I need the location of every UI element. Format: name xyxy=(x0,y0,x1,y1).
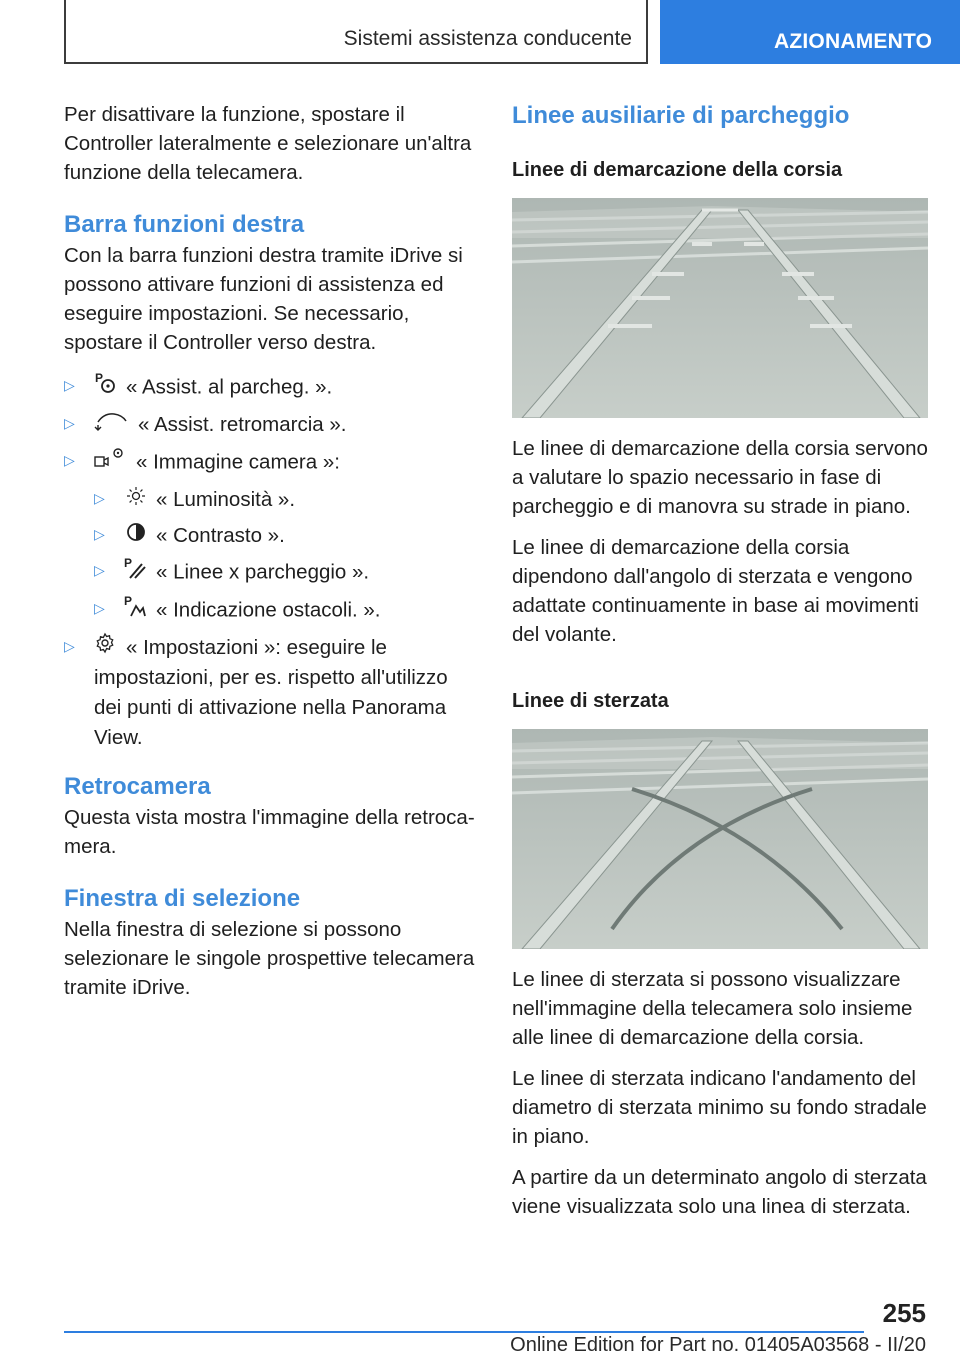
obstacle-marking-icon xyxy=(124,594,146,626)
section-heading-parking-lines: Linee ausiliarie di parcheggio xyxy=(512,102,850,129)
list-item xyxy=(64,594,478,626)
footer-divider xyxy=(64,1331,864,1333)
header-section-box xyxy=(64,0,648,64)
steering-lines-paragraph-1: Le linee di sterzata si possono visualizzare nell'immagine della telecamera solo insieme alle linee di demarcazione della corsia. xyxy=(512,968,913,1049)
bullet-triangle-icon: ▷ xyxy=(94,599,105,616)
section-heading-selection-window: Finestra di selezione xyxy=(64,884,301,912)
svg-text:P: P xyxy=(124,555,133,570)
list-item xyxy=(64,520,478,550)
section-text-right-bar: Con la barra funzioni destra tramite iDrive si possono attivare funzioni di assistenza ed eseguire impostazioni. Se necessario, spostare il Controller verso destra. xyxy=(64,244,463,354)
svg-text:P: P xyxy=(95,371,104,385)
lane-lines-camera-image xyxy=(512,198,928,418)
section-text-selection-window: Nella finestra di selezione si possono selezionare le singole prospettive telecamera tramite iDrive. xyxy=(64,917,475,999)
function-list xyxy=(64,371,478,753)
subheading-lane-lines: Linee di demarcazione della corsia xyxy=(512,159,843,181)
list-item-label: « Immagine camera »: xyxy=(136,450,340,474)
lane-lines-paragraph-2: Le linee di demarcazione della corsia dipendono dall'angolo di sterzata e vengono adattate continuamente in base ai movimenti del volante. xyxy=(512,536,919,646)
parking-assist-icon xyxy=(94,371,116,403)
steering-lines-paragraph-3: A partire da un determinato angolo di sterzata viene visualizzata solo una linea di sterzata. xyxy=(512,1166,927,1218)
section-heading-rear-camera: Retrocamera xyxy=(64,772,211,800)
list-item xyxy=(64,484,478,514)
bullet-triangle-icon: ▷ xyxy=(94,525,105,542)
list-item-label: « Assist. al parcheg. ». xyxy=(126,375,333,399)
footer-edition-text: Online Edition for Part no. 01405A03568 - II/20 xyxy=(510,1334,926,1356)
svg-text:P: P xyxy=(124,593,133,608)
bullet-triangle-icon: ▷ xyxy=(64,451,75,468)
settings-gear-icon xyxy=(94,632,116,662)
list-item-label: « Impostazioni »: eseguire le impostazioni, per es. rispetto all'utilizzo dei punti di attivazione nella Panorama View. xyxy=(94,635,448,750)
bullet-triangle-icon: ▷ xyxy=(64,637,75,654)
section-text-rear-camera: Questa vista mostra l'immagine della retrocamera. xyxy=(64,805,475,858)
list-item-label: « Luminosità ». xyxy=(156,487,296,511)
list-item-label: « Contrasto ». xyxy=(156,523,285,547)
section-heading-right-bar: Barra funzioni destra xyxy=(64,211,305,238)
header-section-title: Sistemi assistenza conducente xyxy=(343,27,632,50)
lane-lines-paragraph-1: Le linee di demarcazione della corsia servono a valutare lo spazio necessario in fase di parcheggio e di manovra su strade in piano. xyxy=(512,437,928,518)
brightness-icon xyxy=(126,485,146,514)
list-item-label: « Linee x parcheggio ». xyxy=(156,560,370,584)
right-column xyxy=(512,100,928,1233)
bullet-triangle-icon: ▷ xyxy=(64,377,75,393)
list-item xyxy=(64,371,478,403)
header-chapter-tab: AZIONAMENTO xyxy=(660,0,960,64)
steering-lines-paragraph-2: Le linee di sterzata indicano l'andamento del diametro di sterzata minimo su fondo stradale in piano. xyxy=(512,1067,927,1148)
subheading-steering-lines: Linee di sterzata xyxy=(512,690,669,712)
list-item xyxy=(64,632,478,753)
steering-lines-camera-image xyxy=(512,729,928,949)
list-item-label: « Indicazione ostacoli. ». xyxy=(156,598,381,622)
list-item xyxy=(64,556,478,588)
bullet-triangle-icon: ▷ xyxy=(64,415,75,431)
parking-lines-icon xyxy=(124,556,146,588)
list-item xyxy=(64,409,478,440)
contrast-icon xyxy=(126,521,146,550)
bullet-triangle-icon: ▷ xyxy=(94,489,105,506)
list-item xyxy=(64,446,478,478)
camera-settings-icon xyxy=(94,446,126,478)
intro-paragraph: Per disattivare la funzione, spostare il Controller lateralmente e selezionare un'altra funzione della telecamera. xyxy=(64,103,472,184)
page-number: 255 xyxy=(882,1298,926,1328)
bullet-triangle-icon: ▷ xyxy=(94,561,105,578)
list-item-label: « Assist. retromarcia ». xyxy=(138,413,347,437)
left-column xyxy=(64,100,478,1014)
reverse-assist-icon xyxy=(94,410,128,440)
